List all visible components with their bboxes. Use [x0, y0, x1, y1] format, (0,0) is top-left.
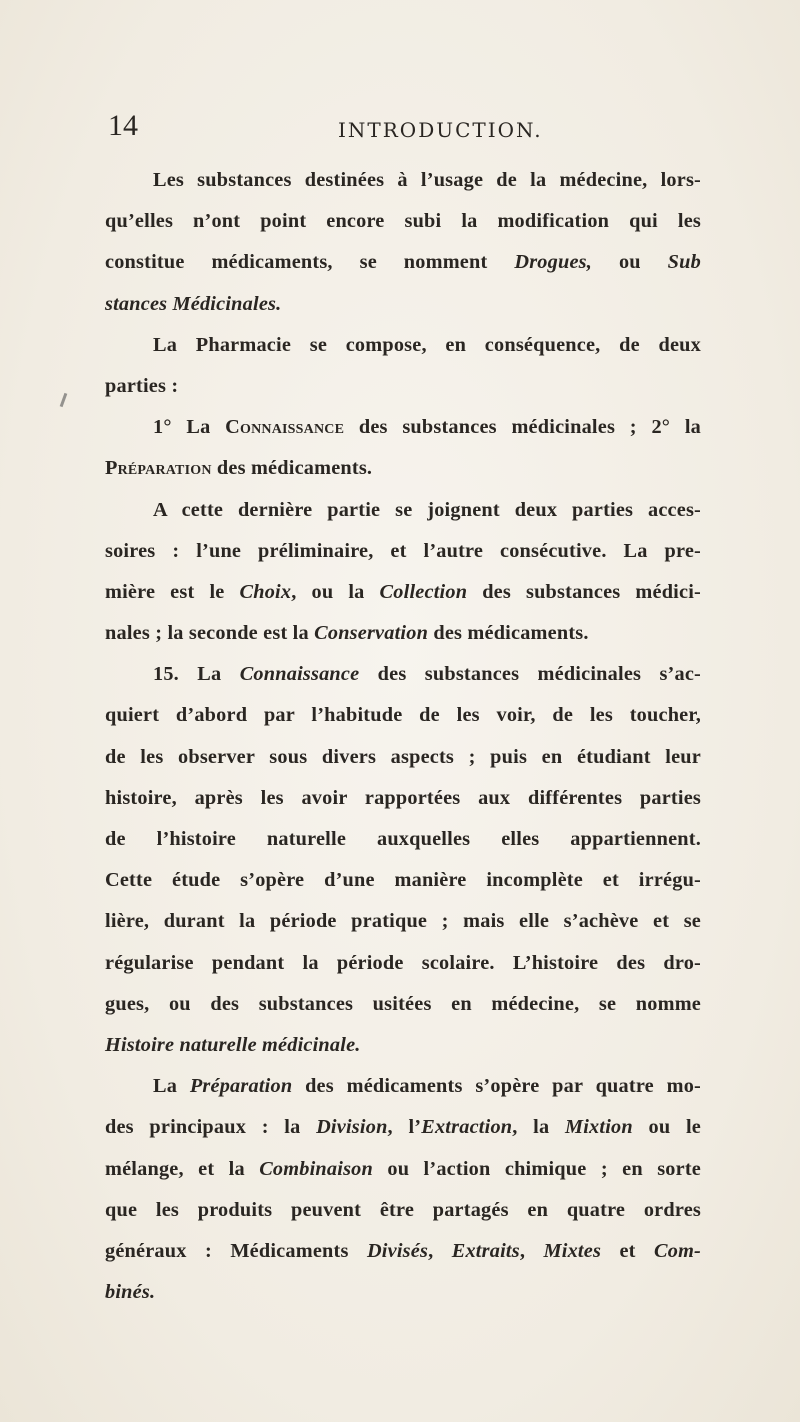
- italic-run: Sub: [667, 251, 701, 274]
- text-run: des principaux : la: [105, 1116, 317, 1139]
- text-line: [105, 1149, 701, 1190]
- text-run: mélange, et la: [105, 1157, 260, 1180]
- italic-run: Divisés: [366, 1239, 429, 1262]
- text-line: [105, 284, 701, 325]
- italic-run: Connaissance: [239, 663, 360, 686]
- text-run: des médicaments.: [211, 457, 373, 480]
- text-line: de les observer sous divers aspects ; puis en étudiant leur: [105, 745, 701, 768]
- text-line: [105, 1272, 701, 1313]
- text-line: A cette dernière partie se joignent deux parties acces-: [153, 498, 701, 521]
- italic-run: Division: [316, 1116, 388, 1139]
- text-run: ,: [428, 1239, 452, 1262]
- text-run: des médicaments.: [428, 622, 589, 645]
- text-run: mière est le: [105, 580, 240, 603]
- text-run: des substances médicinales s’ac-: [359, 663, 701, 686]
- text-run: nales ; la seconde est la: [105, 622, 315, 645]
- text-line: de l’histoire naturelle auxquelles elles appartiennent.: [105, 828, 701, 850]
- text-run: constitue médicaments, se nomment: [105, 251, 515, 274]
- text-run: , l’: [387, 1116, 422, 1139]
- text-line: soires : l’une préliminaire, et l’autre consécutive. La pre-: [105, 539, 701, 562]
- italic-run: Com-: [654, 1239, 702, 1262]
- italic-run: binés.: [105, 1281, 156, 1304]
- text-run: , la: [512, 1116, 565, 1139]
- italic-run: Choix: [239, 580, 292, 603]
- text-line: [105, 1231, 701, 1272]
- text-line: gues, ou des substances usitées en médecine, se nomme: [105, 992, 701, 1015]
- text-run: et: [601, 1239, 655, 1262]
- text-line: La Pharmacie se compose, en conséquence, de deux: [153, 333, 701, 356]
- italic-run: Mixtion: [564, 1116, 633, 1139]
- margin-mark: [60, 393, 68, 407]
- text-line: [105, 654, 701, 695]
- text-line: parties :: [105, 374, 179, 397]
- text-line: [105, 242, 701, 283]
- text-line: [105, 1066, 701, 1107]
- small-caps-run: Préparation: [105, 457, 212, 480]
- small-caps-run: Connaissance: [225, 416, 345, 439]
- text-run: ou l’action chimique ; en sorte: [373, 1157, 701, 1180]
- text-line: lière, durant la période pratique ; mais elle s’achève et se: [105, 910, 701, 933]
- text-line: [105, 613, 701, 654]
- text-run: des substances médici-: [467, 580, 702, 603]
- text-line: que les produits peuvent être partagés en quatre ordres: [105, 1198, 701, 1221]
- italic-run: Extraits: [451, 1239, 520, 1262]
- running-head: INTRODUCTION.: [338, 118, 543, 142]
- italic-run: Extraction: [421, 1116, 513, 1139]
- text-run: La: [153, 1075, 190, 1098]
- text-line: quiert d’abord par l’habitude de les voir, de les toucher,: [105, 704, 701, 727]
- text-line: Cette étude s’opère d’une manière incomplète et irrégu-: [105, 869, 701, 892]
- page-number: 14: [108, 109, 138, 142]
- italic-run: Mixtes: [543, 1239, 602, 1262]
- text-line: [105, 572, 701, 613]
- italic-run: Collection: [379, 580, 468, 603]
- text-line: [105, 407, 701, 448]
- text-run: ou: [592, 251, 668, 274]
- text-run: , ou la: [291, 580, 380, 603]
- italic-run: stances Médicinales.: [105, 292, 282, 315]
- page-header: [108, 108, 700, 148]
- text-line: [105, 1025, 701, 1066]
- italic-run: Combinaison: [259, 1157, 373, 1180]
- text-run: ,: [519, 1239, 544, 1262]
- text-run: 1° La: [153, 416, 226, 439]
- body-text: [105, 160, 701, 1313]
- italic-run: Conservation: [314, 622, 429, 645]
- italic-run: Préparation: [189, 1075, 293, 1098]
- text-line: [105, 448, 701, 489]
- text-line: [105, 1107, 701, 1148]
- text-line: régularise pendant la période scolaire. L’histoire des dro-: [105, 951, 701, 974]
- italic-run: Histoire naturelle médicinale.: [105, 1033, 361, 1056]
- text-line: qu’elles n’ont point encore subi la modification qui les: [105, 210, 701, 233]
- text-run: des substances médicinales ; 2° la: [344, 416, 701, 439]
- text-run: ou le: [632, 1116, 701, 1139]
- text-line: histoire, après les avoir rapportées aux différentes parties: [105, 786, 701, 809]
- italic-run: Drogues,: [514, 251, 593, 274]
- text-run: généraux : Médicaments: [105, 1239, 367, 1262]
- text-run: 15. La: [153, 663, 240, 686]
- text-line: Les substances destinées à l’usage de la médecine, lors-: [153, 169, 701, 191]
- text-run: des médicaments s’opère par quatre mo-: [292, 1075, 702, 1098]
